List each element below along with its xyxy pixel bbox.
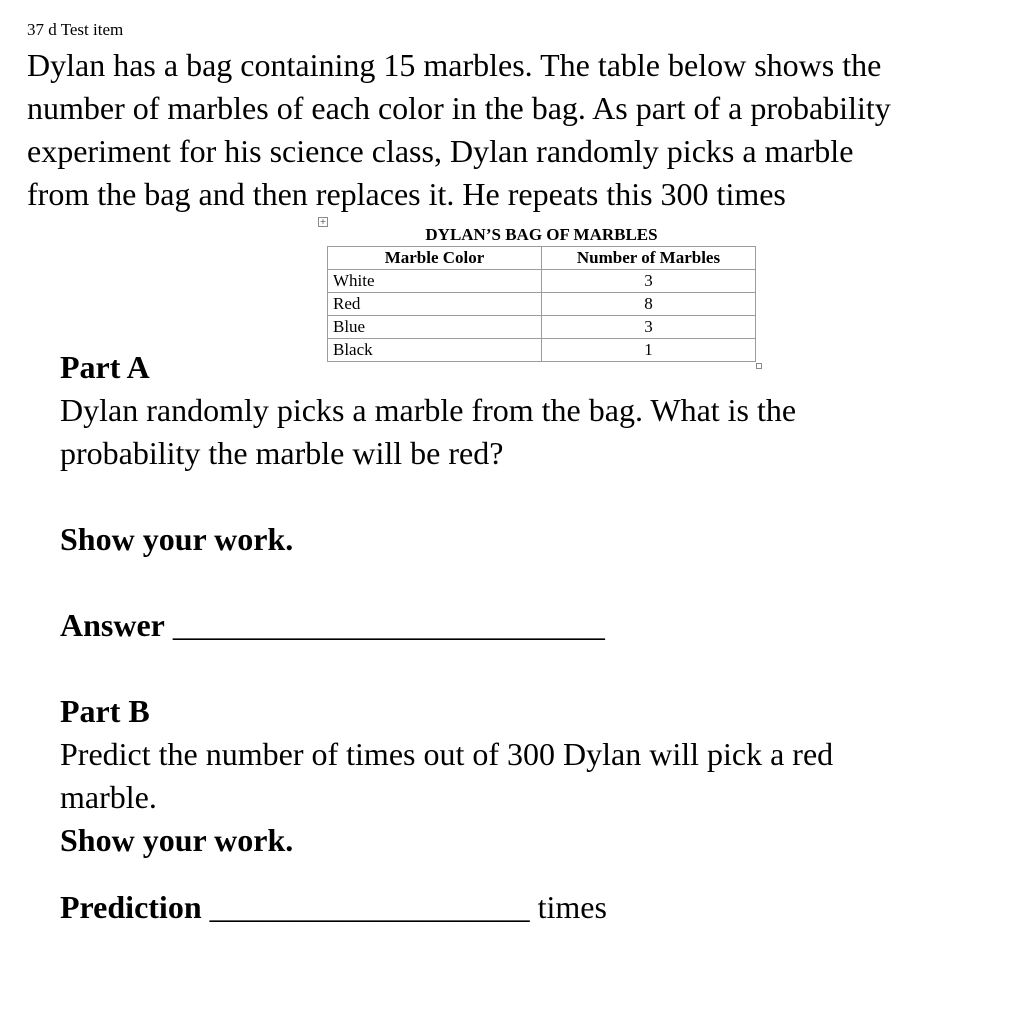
color-cell: Black xyxy=(328,339,542,362)
answer-label: Answer xyxy=(60,607,165,643)
column-header-color: Marble Color xyxy=(328,247,542,270)
color-cell: Blue xyxy=(328,316,542,339)
item-label: 37 d Test item xyxy=(27,20,124,39)
count-cell: 1 xyxy=(542,339,756,362)
prediction-suffix: times xyxy=(537,889,607,925)
intro-line: from the bag and then replaces it. He repeats this 300 times xyxy=(27,176,786,212)
table-row xyxy=(328,339,756,362)
count-cell: 3 xyxy=(542,316,756,339)
intro-line: experiment for his science class, Dylan randomly picks a marble xyxy=(27,133,854,169)
color-cell: White xyxy=(328,270,542,293)
part-a-question-line: probability the marble will be red? xyxy=(60,435,504,471)
count-cell: 8 xyxy=(542,293,756,316)
table-resize-handle[interactable] xyxy=(756,363,762,369)
part-a-heading: Part A xyxy=(60,349,150,385)
part-a-show-work: Show your work. xyxy=(60,521,294,557)
answer-blank[interactable]: ___________________________ xyxy=(172,607,605,643)
part-a-answer-row xyxy=(60,604,605,647)
part-b-show-work: Show your work. xyxy=(60,822,294,858)
table-move-handle[interactable]: + xyxy=(319,217,327,226)
color-cell: Red xyxy=(328,293,542,316)
table-title: DYLAN’S BAG OF MARBLES xyxy=(328,224,756,247)
table-row xyxy=(328,316,756,339)
column-header-count: Number of Marbles xyxy=(542,247,756,270)
part-a-question-line: Dylan randomly picks a marble from the bag. What is the xyxy=(60,392,797,428)
part-b-question-line: Predict the number of times out of 300 Dylan will pick a red xyxy=(60,736,834,772)
table-row xyxy=(328,293,756,316)
prediction-label: Prediction xyxy=(60,889,202,925)
prediction-blank[interactable]: ____________________ xyxy=(209,889,530,925)
part-b-prediction-row xyxy=(60,886,607,929)
intro-line: number of marbles of each color in the bag. As part of a probability xyxy=(27,90,891,126)
part-b-heading: Part B xyxy=(60,693,150,729)
intro-line: Dylan has a bag containing 15 marbles. The table below shows the xyxy=(27,47,882,83)
marbles-table xyxy=(327,224,756,362)
count-cell: 3 xyxy=(542,270,756,293)
table-row xyxy=(328,270,756,293)
part-b-question-line: marble. xyxy=(60,779,157,815)
intro-paragraph xyxy=(27,44,1017,216)
